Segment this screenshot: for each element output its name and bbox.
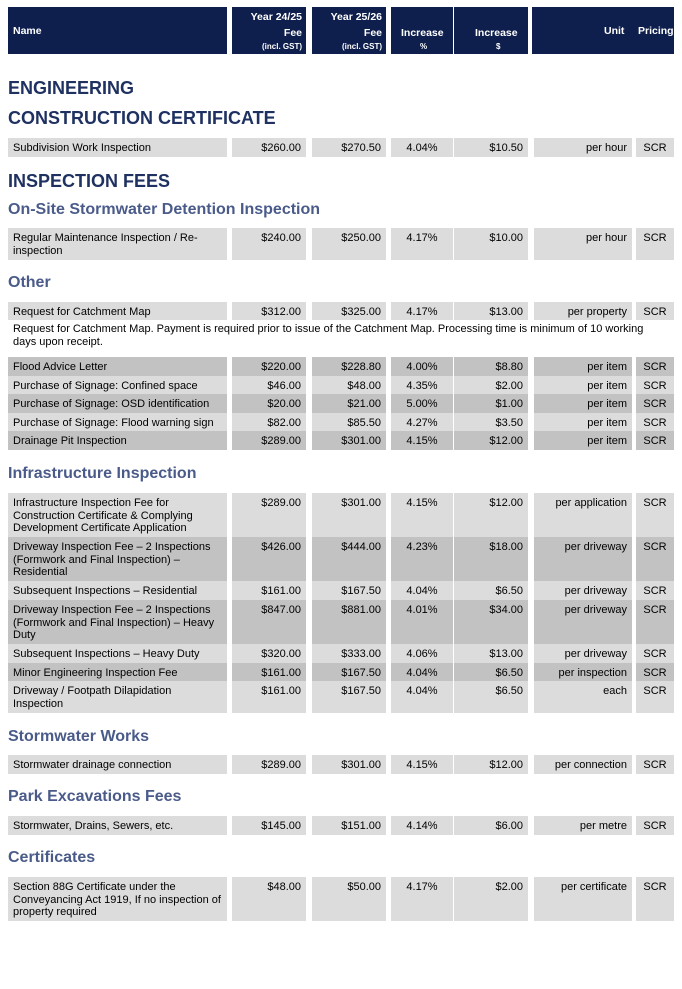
row-year1-fee: $260.00 bbox=[232, 138, 306, 157]
row-increase-pct: 4.04% bbox=[391, 681, 453, 713]
heading-infrastructure: Infrastructure Inspection bbox=[8, 465, 197, 482]
row-name: Purchase of Signage: Confined space bbox=[8, 376, 227, 394]
row-name: Regular Maintenance Inspection / Re-inspection bbox=[8, 228, 227, 260]
heading-certificates: Certificates bbox=[8, 849, 96, 866]
row-year2-fee: $228.80 bbox=[312, 357, 386, 376]
row-increase-pct: 4.00% bbox=[391, 357, 453, 376]
row-unit: each bbox=[534, 681, 632, 713]
row-name: Purchase of Signage: OSD identification bbox=[8, 394, 227, 413]
row-unit: per item bbox=[534, 357, 632, 376]
table-row bbox=[8, 413, 674, 431]
row-year2-fee: $250.00 bbox=[312, 228, 386, 260]
header-year1-line2: Fee bbox=[283, 27, 302, 39]
row-year2-fee: $167.50 bbox=[312, 663, 386, 681]
table-row bbox=[8, 376, 674, 394]
table-row bbox=[8, 663, 674, 681]
row-year2-fee: $301.00 bbox=[312, 493, 386, 537]
row-unit: per driveway bbox=[534, 644, 632, 663]
header-inc-line1: Increase bbox=[475, 27, 518, 39]
row-year2-fee: $21.00 bbox=[312, 394, 386, 413]
row-year2-fee: $167.50 bbox=[312, 581, 386, 600]
row-year2-fee: $48.00 bbox=[312, 376, 386, 394]
table-row bbox=[8, 431, 674, 450]
header-unit-pricing bbox=[532, 7, 674, 54]
row-name: Stormwater drainage connection bbox=[8, 755, 227, 774]
row-increase-pct: 4.06% bbox=[391, 644, 453, 663]
row-increase-dollar: $12.00 bbox=[454, 755, 528, 774]
row-increase-dollar: $3.50 bbox=[454, 413, 528, 431]
row-unit: per metre bbox=[534, 816, 632, 835]
header-name bbox=[8, 7, 227, 54]
row-pricing: SCR bbox=[636, 755, 674, 774]
table-row bbox=[8, 228, 674, 260]
row-unit: per hour bbox=[534, 228, 632, 260]
row-unit: per inspection bbox=[534, 663, 632, 681]
row-year2-fee: $325.00 bbox=[312, 302, 386, 321]
row-year1-fee: $240.00 bbox=[232, 228, 306, 260]
header-pct-line2: % bbox=[420, 42, 428, 51]
header-increase-dollar bbox=[454, 7, 528, 54]
table-row bbox=[8, 816, 674, 835]
row-year2-fee: $881.00 bbox=[312, 600, 386, 644]
row-pricing: SCR bbox=[636, 681, 674, 713]
heading-construction-certificate: CONSTRUCTION CERTIFICATE bbox=[8, 108, 276, 128]
table-row bbox=[8, 681, 674, 713]
header-name-label: Name bbox=[13, 25, 42, 37]
row-increase-dollar: $13.00 bbox=[454, 644, 528, 663]
row-year1-fee: $289.00 bbox=[232, 431, 306, 450]
row-pricing: SCR bbox=[636, 357, 674, 376]
heading-stormwater-works: Stormwater Works bbox=[8, 728, 150, 745]
row-unit: per application bbox=[534, 493, 632, 537]
row-increase-dollar: $18.00 bbox=[454, 537, 528, 581]
row-increase-pct: 4.04% bbox=[391, 663, 453, 681]
table-row bbox=[8, 394, 674, 413]
table-row bbox=[8, 877, 674, 921]
row-pricing: SCR bbox=[636, 413, 674, 431]
row-year2-fee: $444.00 bbox=[312, 537, 386, 581]
heading-engineering: ENGINEERING bbox=[8, 78, 135, 98]
row-increase-pct: 4.17% bbox=[391, 877, 453, 921]
row-unit: per item bbox=[534, 413, 632, 431]
row-pricing: SCR bbox=[636, 663, 674, 681]
row-name: Driveway Inspection Fee – 2 Inspections (Formwork and Final Inspection) – Heavy Duty bbox=[8, 600, 227, 644]
row-year1-fee: $161.00 bbox=[232, 663, 306, 681]
row-unit: per hour bbox=[534, 138, 632, 157]
row-increase-pct: 4.35% bbox=[391, 376, 453, 394]
row-unit: per property bbox=[534, 302, 632, 321]
row-year2-fee: $167.50 bbox=[312, 681, 386, 713]
table-row bbox=[8, 537, 674, 581]
row-year2-fee: $301.00 bbox=[312, 431, 386, 450]
row-name: Driveway / Footpath Dilapidation Inspection bbox=[8, 681, 227, 713]
row-pricing: SCR bbox=[636, 493, 674, 537]
row-increase-pct: 4.04% bbox=[391, 138, 453, 157]
table-row bbox=[8, 302, 674, 321]
row-year1-fee: $289.00 bbox=[232, 755, 306, 774]
row-year1-fee: $320.00 bbox=[232, 644, 306, 663]
row-increase-pct: 4.04% bbox=[391, 581, 453, 600]
table-row bbox=[8, 644, 674, 663]
row-increase-pct: 4.27% bbox=[391, 413, 453, 431]
row-year2-fee: $85.50 bbox=[312, 413, 386, 431]
row-increase-dollar: $12.00 bbox=[454, 493, 528, 537]
header-increase-pct bbox=[391, 7, 453, 54]
row-name: Subdivision Work Inspection bbox=[8, 138, 227, 157]
row-pricing: SCR bbox=[636, 537, 674, 581]
header-year2-line1: Year 25/26 bbox=[330, 11, 382, 23]
row-year1-fee: $161.00 bbox=[232, 581, 306, 600]
row-increase-dollar: $6.50 bbox=[454, 681, 528, 713]
row-name: Purchase of Signage: Flood warning sign bbox=[8, 413, 227, 431]
heading-osd: On-Site Stormwater Detention Inspection bbox=[8, 201, 321, 218]
row-year1-fee: $46.00 bbox=[232, 376, 306, 394]
row-pricing: SCR bbox=[636, 376, 674, 394]
table-row bbox=[8, 138, 674, 157]
row-increase-dollar: $2.00 bbox=[454, 376, 528, 394]
row-year1-fee: $145.00 bbox=[232, 816, 306, 835]
header-pct-line1: Increase bbox=[401, 27, 444, 39]
row-increase-pct: 4.23% bbox=[391, 537, 453, 581]
row-increase-dollar: $12.00 bbox=[454, 431, 528, 450]
row-increase-dollar: $1.00 bbox=[454, 394, 528, 413]
row-pricing: SCR bbox=[636, 228, 674, 260]
catchment-note: Request for Catchment Map. Payment is required prior to issue of the Catchment Map. Processing time is minimum of 10 working days upon receipt. bbox=[8, 320, 674, 353]
heading-park-excavations: Park Excavations Fees bbox=[8, 788, 182, 805]
row-increase-pct: 4.14% bbox=[391, 816, 453, 835]
row-unit: per item bbox=[534, 376, 632, 394]
row-year2-fee: $301.00 bbox=[312, 755, 386, 774]
row-increase-dollar: $10.00 bbox=[454, 228, 528, 260]
row-year1-fee: $48.00 bbox=[232, 877, 306, 921]
row-increase-pct: 4.15% bbox=[391, 493, 453, 537]
row-increase-pct: 4.17% bbox=[391, 228, 453, 260]
row-increase-dollar: $2.00 bbox=[454, 877, 528, 921]
row-increase-dollar: $8.80 bbox=[454, 357, 528, 376]
header-year2 bbox=[312, 7, 386, 54]
table-row bbox=[8, 357, 674, 376]
table-row bbox=[8, 581, 674, 600]
table-row bbox=[8, 493, 674, 537]
row-pricing: SCR bbox=[636, 816, 674, 835]
header-year1-line3: (incl. GST) bbox=[262, 42, 302, 51]
row-year1-fee: $312.00 bbox=[232, 302, 306, 321]
row-year2-fee: $50.00 bbox=[312, 877, 386, 921]
table-row bbox=[8, 755, 674, 774]
row-year2-fee: $333.00 bbox=[312, 644, 386, 663]
row-name: Subsequent Inspections – Heavy Duty bbox=[8, 644, 227, 663]
row-increase-pct: 4.01% bbox=[391, 600, 453, 644]
row-unit: per driveway bbox=[534, 581, 632, 600]
row-pricing: SCR bbox=[636, 877, 674, 921]
row-year1-fee: $161.00 bbox=[232, 681, 306, 713]
row-increase-pct: 4.15% bbox=[391, 431, 453, 450]
header-unit: Unit bbox=[604, 25, 625, 37]
row-year1-fee: $426.00 bbox=[232, 537, 306, 581]
row-increase-dollar: $6.50 bbox=[454, 581, 528, 600]
row-year1-fee: $847.00 bbox=[232, 600, 306, 644]
row-pricing: SCR bbox=[636, 431, 674, 450]
table-row bbox=[8, 600, 674, 644]
row-pricing: SCR bbox=[636, 138, 674, 157]
row-name: Flood Advice Letter bbox=[8, 357, 227, 376]
row-increase-pct: 5.00% bbox=[391, 394, 453, 413]
row-increase-dollar: $13.00 bbox=[454, 302, 528, 321]
row-increase-dollar: $34.00 bbox=[454, 600, 528, 644]
row-pricing: SCR bbox=[636, 581, 674, 600]
row-name: Drainage Pit Inspection bbox=[8, 431, 227, 450]
row-name: Section 88G Certificate under the Conveyancing Act 1919, If no inspection of property required bbox=[8, 877, 227, 921]
header-year2-line3: (incl. GST) bbox=[342, 42, 382, 51]
row-year2-fee: $151.00 bbox=[312, 816, 386, 835]
row-unit: per item bbox=[534, 394, 632, 413]
row-name: Infrastructure Inspection Fee for Construction Certificate & Complying Development Certificate Application bbox=[8, 493, 227, 537]
row-increase-dollar: $6.50 bbox=[454, 663, 528, 681]
heading-inspection-fees: INSPECTION FEES bbox=[8, 171, 171, 191]
row-pricing: SCR bbox=[636, 302, 674, 321]
row-unit: per driveway bbox=[534, 600, 632, 644]
row-name: Driveway Inspection Fee – 2 Inspections (Formwork and Final Inspection) – Residential bbox=[8, 537, 227, 581]
row-increase-dollar: $10.50 bbox=[454, 138, 528, 157]
heading-other: Other bbox=[8, 274, 51, 291]
row-year1-fee: $20.00 bbox=[232, 394, 306, 413]
row-name: Minor Engineering Inspection Fee bbox=[8, 663, 227, 681]
row-year1-fee: $82.00 bbox=[232, 413, 306, 431]
row-increase-pct: 4.15% bbox=[391, 755, 453, 774]
row-pricing: SCR bbox=[636, 394, 674, 413]
row-pricing: SCR bbox=[636, 644, 674, 663]
header-year1 bbox=[232, 7, 306, 54]
header-year2-line2: Fee bbox=[363, 27, 382, 39]
row-pricing: SCR bbox=[636, 600, 674, 644]
row-name: Stormwater, Drains, Sewers, etc. bbox=[8, 816, 227, 835]
row-name: Subsequent Inspections – Residential bbox=[8, 581, 227, 600]
header-pricing: Pricing bbox=[638, 25, 674, 37]
header-inc-line2: $ bbox=[496, 42, 501, 51]
row-unit: per item bbox=[534, 431, 632, 450]
row-name: Request for Catchment Map bbox=[8, 302, 227, 321]
row-increase-pct: 4.17% bbox=[391, 302, 453, 321]
row-unit: per connection bbox=[534, 755, 632, 774]
row-unit: per certificate bbox=[534, 877, 632, 921]
header-year1-line1: Year 24/25 bbox=[250, 11, 302, 23]
row-year2-fee: $270.50 bbox=[312, 138, 386, 157]
row-year1-fee: $220.00 bbox=[232, 357, 306, 376]
row-increase-dollar: $6.00 bbox=[454, 816, 528, 835]
row-year1-fee: $289.00 bbox=[232, 493, 306, 537]
row-unit: per driveway bbox=[534, 537, 632, 581]
